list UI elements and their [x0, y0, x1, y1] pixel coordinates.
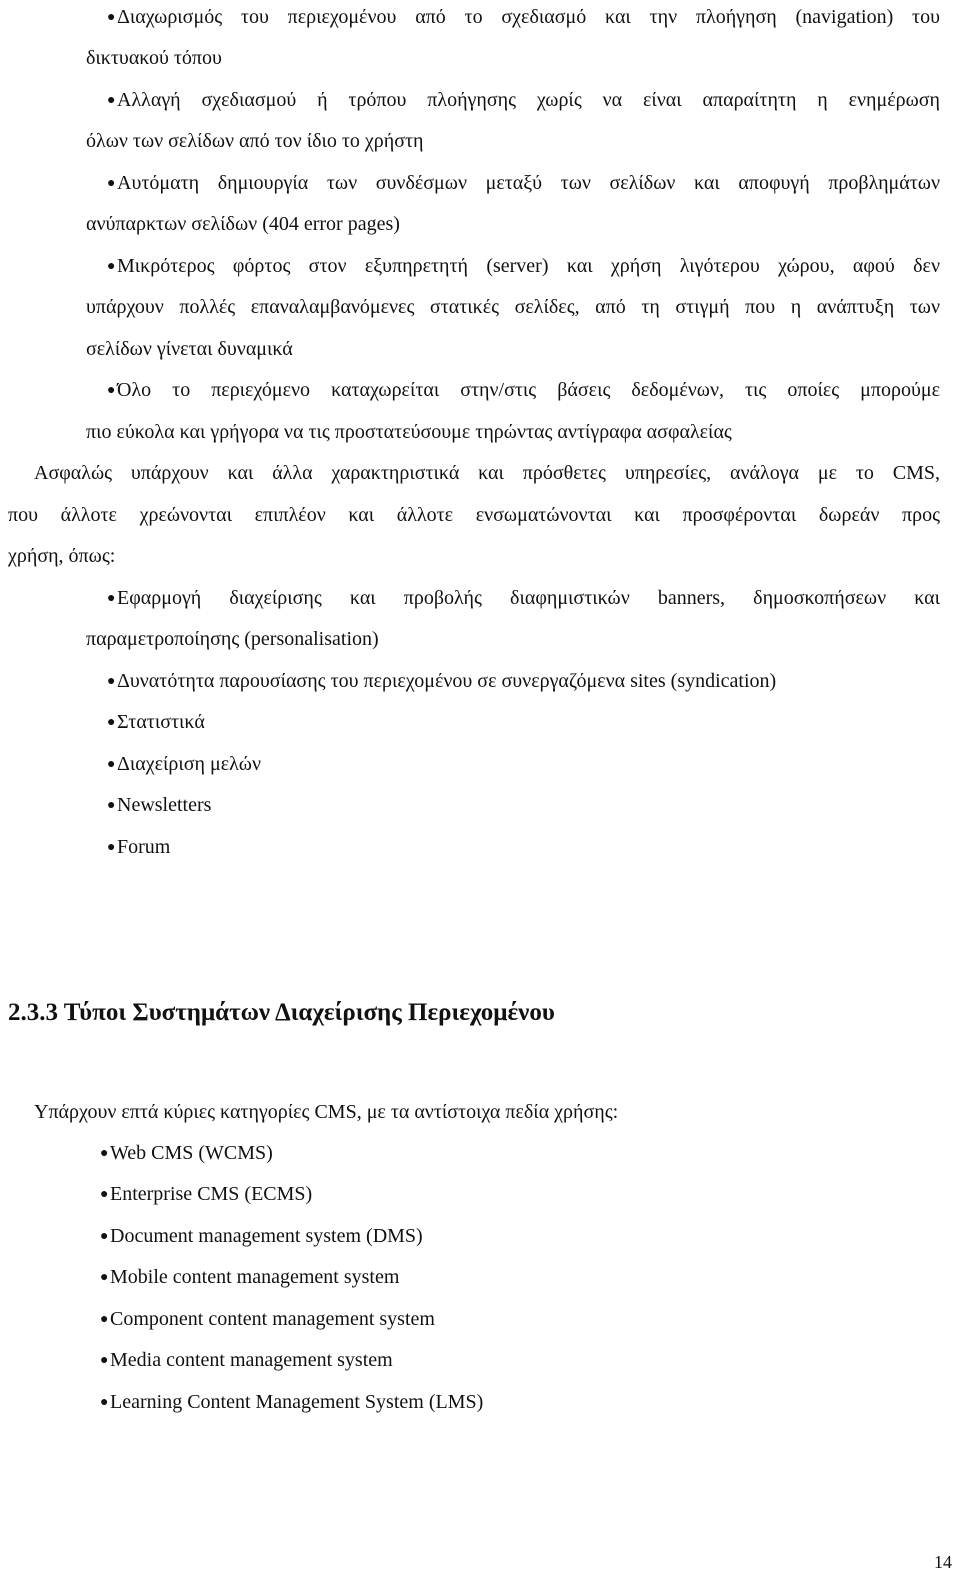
list-item: ●Δυνατότητα παρουσίασης του περιεχομένου σε συνεργαζόμενα sites (syndication)	[107, 670, 777, 692]
list-item: ●Document management system (DMS)	[100, 1225, 423, 1247]
list-item: ●Εφαρμογή διαχείρισης και προβολής διαφημιστικών banners, δημοσκοπήσεων και	[107, 587, 940, 609]
list-item: ●Mobile content management system	[100, 1266, 400, 1288]
list-item-continuation: σελίδων γίνεται δυναμικά	[86, 338, 293, 360]
list-item: ●Web CMS (WCMS)	[100, 1142, 273, 1164]
bullet-icon: ●	[100, 1270, 109, 1285]
list-item-continuation: όλων των σελίδων από τον ίδιο το χρήστη	[86, 130, 424, 152]
bullet-icon: ●	[100, 1395, 109, 1410]
list-item: ●Newsletters	[107, 794, 212, 816]
bullet-icon: ●	[107, 591, 116, 606]
paragraph-line: Ασφαλώς υπάρχουν και άλλα χαρακτηριστικά και πρόσθετες υπηρεσίες, ανάλογα με το CMS,	[34, 462, 940, 484]
bullet-icon: ●	[107, 798, 116, 813]
list-item-continuation: ανύπαρκτων σελίδων (404 error pages)	[86, 213, 400, 235]
list-item: ●Αυτόματη δημιουργία των συνδέσμων μεταξύ των σελίδων και αποφυγή προβλημάτων	[107, 172, 940, 194]
bullet-icon: ●	[100, 1229, 109, 1244]
bullet-icon: ●	[100, 1312, 109, 1327]
page-number: 14	[934, 1552, 952, 1572]
bullet-icon: ●	[107, 93, 116, 108]
bullet-icon: ●	[107, 715, 116, 730]
list-item: ●Διαχείριση μελών	[107, 753, 262, 775]
bullet-icon: ●	[107, 383, 116, 398]
list-item-continuation: υπάρχουν πολλές επαναλαμβανόμενες στατικές σελίδες, από τη στιγμή που η ανάπτυξη των	[86, 296, 940, 318]
bullet-icon: ●	[107, 757, 116, 772]
bullet-icon: ●	[107, 259, 116, 274]
list-item: ●Μικρότερος φόρτος στον εξυπηρετητή (server) και χρήση λιγότερου χώρου, αφού δεν	[107, 255, 940, 277]
paragraph-line: χρήση, όπως:	[8, 545, 116, 567]
paragraph-line: που άλλοτε χρεώνονται επιπλέον και άλλοτε ενσωματώνονται και προσφέρονται δωρεάν προς	[8, 504, 940, 526]
section-heading: 2.3.3 Τύποι Συστημάτων Διαχείρισης Περιεχομένου	[8, 999, 555, 1026]
list-item-continuation: παραμετροποίησης (personalisation)	[86, 628, 379, 650]
section-intro: Υπάρχουν επτά κύριες κατηγορίες CMS, με τα αντίστοιχα πεδία χρήσης:	[34, 1101, 619, 1123]
list-item: ●Forum	[107, 836, 171, 858]
bullet-icon: ●	[107, 176, 116, 191]
list-item-continuation: δικτυακού τόπου	[86, 47, 222, 69]
bullet-icon: ●	[100, 1146, 109, 1161]
list-item-continuation: πιο εύκολα και γρήγορα να τις προστατεύσουμε τηρώντας αντίγραφα ασφαλείας	[86, 421, 732, 443]
list-item: ●Αλλαγή σχεδιασμού ή τρόπου πλοήγησης χωρίς να είναι απαραίτητη η ενημέρωση	[107, 89, 940, 111]
list-item: ●Διαχωρισμός του περιεχομένου από το σχεδιασμό και την πλοήγηση (navigation) του	[107, 6, 940, 28]
bullet-icon: ●	[107, 674, 116, 689]
list-item: ●Στατιστικά	[107, 711, 205, 733]
bullet-icon: ●	[107, 840, 116, 855]
list-item: ●Enterprise CMS (ECMS)	[100, 1183, 313, 1205]
list-item: ●Component content management system	[100, 1308, 435, 1330]
bullet-icon: ●	[107, 10, 116, 25]
bullet-icon: ●	[100, 1353, 109, 1368]
bullet-icon: ●	[100, 1187, 109, 1202]
list-item: ●Όλο το περιεχόμενο καταχωρείται στην/στις βάσεις δεδομένων, τις οποίες μπορούμε	[107, 379, 940, 401]
list-item: ●Media content management system	[100, 1349, 393, 1371]
list-item: ●Learning Content Management System (LMS)	[100, 1391, 484, 1413]
